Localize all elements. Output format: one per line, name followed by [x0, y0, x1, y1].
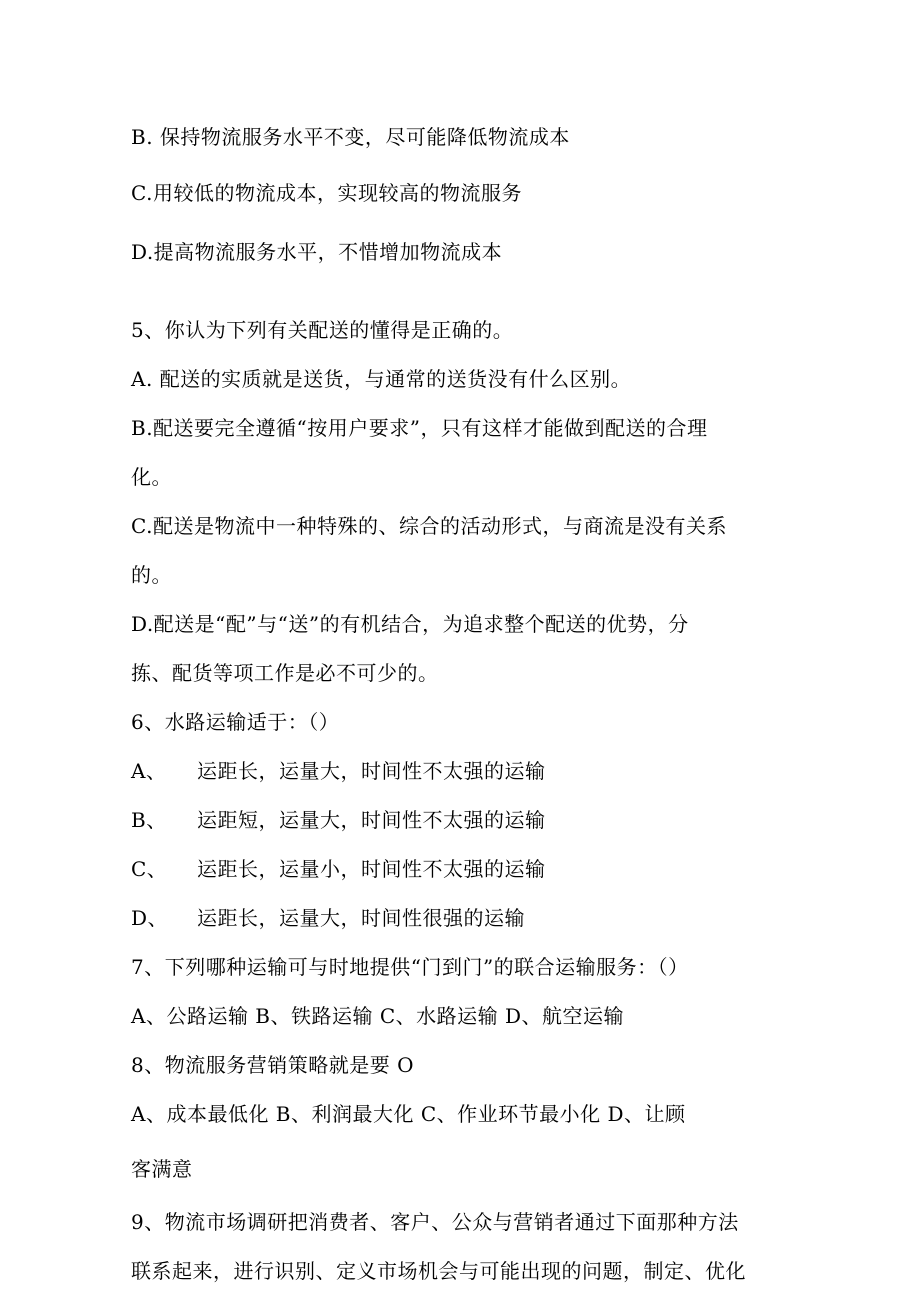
options-7: A、公路运输 B、铁路运输 C、水路运输 D、航空运输 — [131, 1004, 625, 1028]
option-letter: B、 — [131, 808, 167, 832]
option-letter: D、 — [131, 906, 169, 930]
option-6c — [131, 856, 546, 882]
option-6b — [131, 807, 546, 833]
question-8: 8、物流服务营销策略就是要 O — [131, 1053, 414, 1077]
options-8-cont: 客满意 — [131, 1157, 193, 1181]
option-text: 运距短，运量大，时间性不太强的运输 — [197, 808, 546, 832]
option-6a — [131, 758, 546, 784]
question-9-cont: 联系起来，进行识别、定义市场机会与可能出现的问题，制定、优化 — [131, 1259, 746, 1283]
question-7: 7、下列哪种运输可与时地提供“门到门”的联合运输服务：（） — [131, 955, 689, 979]
option-text: 运距长，运量大，时间性不太强的运输 — [197, 759, 546, 783]
option-5c-cont: 的。 — [131, 563, 172, 587]
question-5: 5、你认为下列有关配送的懂得是正确的。 — [131, 318, 514, 342]
option-letter: C、 — [131, 857, 168, 881]
option-text: 运距长，运量大，时间性很强的运输 — [197, 906, 525, 930]
option-6d — [131, 905, 525, 931]
option-5b: B.配送要完全遵循“按用户要求”，只有这样才能做到配送的合理 — [131, 416, 708, 440]
option-4d: D.提高物流服务水平，不惜增加物流成本 — [131, 240, 503, 264]
option-text: 运距长，运量小，时间性不太强的运输 — [197, 857, 546, 881]
option-5c: C.配送是物流中一种特殊的、综合的活动形式，与商流是没有关系 — [131, 514, 727, 538]
option-5a: A. 配送的实质就是送货，与通常的送货没有什么区别。 — [131, 367, 632, 391]
option-5d: D.配送是“配”与“送”的有机结合，为追求整个配送的优势，分 — [131, 612, 689, 636]
question-9: 9、物流市场调研把消费者、客户、公众与营销者通过下面那种方法 — [131, 1210, 739, 1234]
question-6: 6、水路运输适于：（） — [131, 710, 340, 734]
option-5b-cont: 化。 — [131, 465, 172, 489]
option-5d-cont: 拣、配货等项工作是必不可少的。 — [131, 661, 439, 685]
option-letter: A、 — [131, 759, 167, 783]
options-8: A、成本最低化 B、利润最大化 C、作业环节最小化 D、让顾 — [131, 1102, 686, 1126]
option-4c: C.用较低的物流成本，实现较高的物流服务 — [131, 181, 522, 205]
option-4b: B. 保持物流服务水平不变，尽可能降低物流成本 — [131, 125, 570, 149]
